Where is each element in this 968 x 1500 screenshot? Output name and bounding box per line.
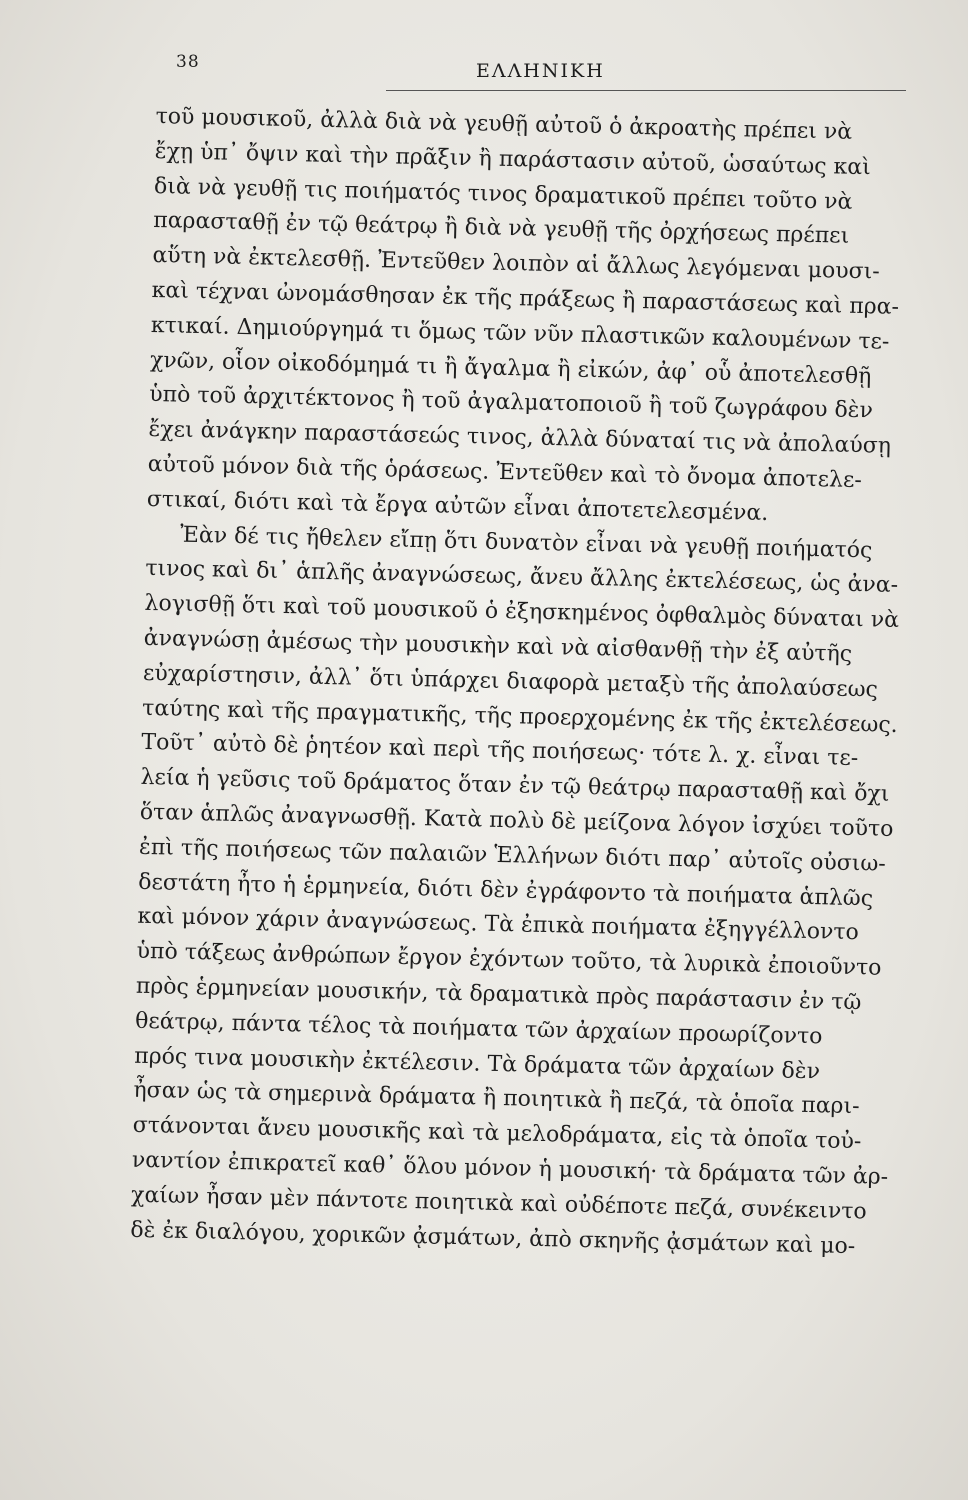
paragraph-start-line: Ἐὰν δέ τις ἤθελεν εἴπῃ ὅτι δυνατὸν εἶναι νὰ γευθῇ ποιήματός [179,522,873,563]
running-head: ΕΛΛΗΝΙΚΗ [476,60,605,82]
text-line: πρὸς ἑρμηνείαν μουσικήν, τὰ δραματικὰ πρὸς παράστασιν ἐν τῷ [135,973,862,1016]
text-line: ὅταν ἁπλῶς ἀναγνωσθῇ. Κατὰ πολὺ δὲ μείζονα λόγον ἰσχύει τοῦτο [139,799,894,842]
text-line: ὑπὸ τάξεως ἀνθρώπων ἔργον ἐχόντων τοῦτο, τὰ λυρικὰ ἐποιοῦντο [136,938,882,981]
page-number: 38 [176,52,200,72]
text-line: χαίων ἦσαν μὲν πάντοτε ποιητικὰ καὶ οὐδέποτε πεζά, συνέκειντο [130,1182,867,1225]
body-text [130,100,906,1265]
text-line: αὐτοῦ μόνον διὰ τῆς ὁράσεως. Ἐντεῦθεν καὶ τὸ ὄνομα ἀποτελε- [147,451,863,494]
text-line: παρασταθῇ ἐν τῷ θεάτρῳ ἢ διὰ νὰ γευθῇ τῆς ὀρχήσεως πρέπει [152,208,850,250]
text-line: δὲ ἐκ διαλόγου, χορικῶν ᾀσμάτων, ἀπὸ σκηνῆς ᾀσμάτων καὶ μο- [130,1217,856,1259]
text-line: θεάτρῳ, πάντα τέλος τὰ ποιήματα τῶν ἀρχαίων προωρίζοντο [134,1008,823,1050]
text-line: ταύτης καὶ τῆς πραγματικῆς, τῆς προερχομένης ἐκ τῆς ἐκτελέσεως. [141,695,898,738]
text-line: διὰ νὰ γευθῇ τις ποιήματός τινος δραματικοῦ πρέπει τοῦτο νὰ [153,173,853,215]
text-line: ναντίον ἐπικρατεῖ καθ᾽ ὅλου μόνον ἡ μουσική· τὰ δράματα τῶν ἀρ- [131,1147,889,1190]
header-rule [386,90,906,91]
text-line: καὶ τέχναι ὠνομάσθησαν ἐκ τῆς πράξεως ἢ παραστάσεως καὶ πρα- [151,277,900,320]
text-line: ἔχῃ ὑπ᾽ ὄψιν καὶ τὴν πρᾶξιν ἢ παράστασιν αὐτοῦ, ὡσαύτως καὶ [154,138,872,181]
page-header [176,48,906,92]
text-line: ἀναγνώσῃ ἀμέσως τὴν μουσικὴν καὶ νὰ αἰσθανθῇ τὴν ἐξ αὐτῆς [143,625,853,667]
text-line: τοῦ μουσικοῦ, ἀλλὰ διὰ νὰ γευθῇ αὐτοῦ ὁ ἀκροατὴς πρέπει νὰ [155,103,853,145]
text-line: δεστάτη ἦτο ἡ ἑρμηνεία, διότι δὲν ἐγράφοντο τὰ ποιήματα ἁπλῶς [137,869,874,912]
text-line: χνῶν, οἷον οἰκοδόμημά τι ἢ ἄγαλμα ἢ εἰκών, ἀφ᾽ οὗ ἀποτελεσθῇ [149,347,872,389]
text-line: ἦσαν ὡς τὰ σημερινὰ δράματα ἢ ποιητικὰ ἢ πεζά, τὰ ὁποῖα παρι- [133,1078,860,1120]
text-line: τινος καὶ δι᾽ ἁπλῆς ἀναγνώσεως, ἄνευ ἄλλης ἐκτελέσεως, ὡς ἀνα- [145,556,899,599]
text-line: κτικαί. Δημιούργημά τι ὅμως τῶν νῦν πλαστικῶν καλουμένων τε- [150,312,890,355]
text-line: ὑπὸ τοῦ ἀρχιτέκτονος ἢ τοῦ ἀγαλματοποιοῦ ἢ τοῦ ζωγράφου δὲν [149,382,874,424]
text-line: πρός τινα μουσικὴν ἐκτέλεσιν. Τὰ δράματα τῶν ἀρχαίων δὲν [134,1043,821,1084]
text-line: στάνονται ἄνευ μουσικῆς καὶ τὰ μελοδράματα, εἰς τὰ ὁποῖα τοὐ- [132,1112,862,1155]
text-line: λεία ἡ γεῦσις τοῦ δράματος ὅταν ἐν τῷ θεάτρῳ παρασταθῇ καὶ ὄχι [140,764,890,807]
text-line: καὶ μόνον χάριν ἀναγνώσεως. Τὰ ἐπικὰ ποιήματα ἐξηγγέλλοντο [137,904,860,946]
text-line: εὐχαρίστησιν, ἀλλ᾽ ὅτι ὑπάρχει διαφορὰ μεταξὺ τῆς ἀπολαύσεως [142,660,879,703]
text-line: λογισθῇ ὅτι καὶ τοῦ μουσικοῦ ὁ ἐξησκημένος ὀφθαλμὸς δύναται νὰ [144,591,900,634]
text-line: Τοῦτ᾽ αὐτὸ δὲ ῥητέον καὶ περὶ τῆς ποιήσεως· τότε λ. χ. εἶναι τε- [141,730,859,772]
text-line: αὕτη νὰ ἐκτελεσθῇ. Ἐντεῦθεν λοιπὸν αἱ ἄλλως λεγόμεναι μουσι- [152,243,880,285]
text-line: ἔχει ἀνάγκην παραστάσεώς τινος, ἀλλὰ δύναταί τις νὰ ἀπολαύσῃ [148,417,892,459]
text-line: στικαί, διότι καὶ τὰ ἔργα αὐτῶν εἶναι ἀποτετελεσμένα. [146,486,769,526]
text-line: ἐπὶ τῆς ποιήσεως τῶν παλαιῶν Ἑλλήνων διότι παρ᾽ αὐτοῖς οὐσιω- [138,834,887,877]
